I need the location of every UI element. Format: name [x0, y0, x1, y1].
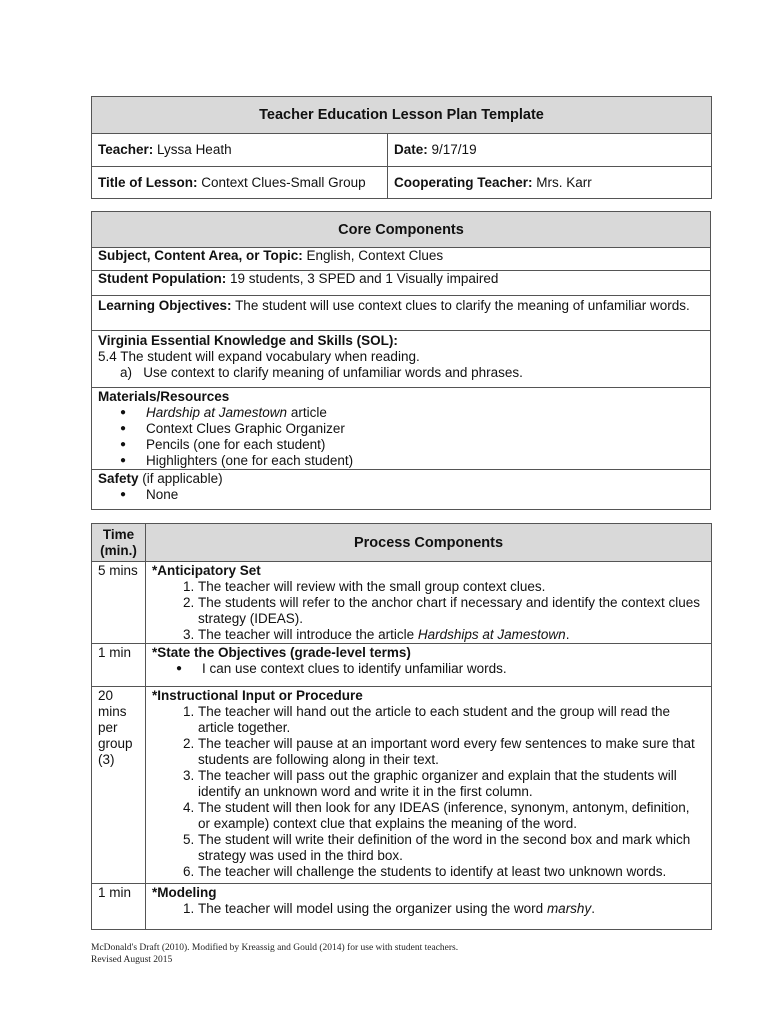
teacher-cell	[92, 134, 388, 167]
materials-item: ● Context Clues Graphic Organizer	[146, 421, 704, 437]
population-row	[92, 271, 711, 296]
date-value: 9/17/19	[431, 142, 477, 157]
sol-subitem: a) Use context to clarify meaning of unfamiliar words and phrases.	[120, 365, 523, 380]
step-item: 2. The teacher will pause at an important word every few sentences to make sure that students are following along in their text.	[198, 736, 705, 768]
step-item: 1. The teacher will review with the small group context clues.	[198, 579, 705, 595]
materials-row	[92, 388, 711, 470]
population-value: 19 students, 3 SPED and 1 Visually impaired	[230, 271, 499, 286]
process-components-header: Process Components	[146, 524, 712, 562]
cooperating-teacher-value: Mrs. Karr	[536, 174, 592, 190]
footer-revised: Revised August 2015	[91, 955, 173, 965]
sol-line: 5.4 The student will expand vocabulary when reading.	[98, 349, 420, 364]
section-title: *Instructional Input or Procedure	[152, 688, 363, 703]
step-item: 3. The teacher will pass out the graphic organizer and explain that the students will identify an unknown word and write it in the first column.	[198, 768, 705, 800]
materials-item: ● Hardship at Jamestown article	[146, 405, 704, 421]
process-components-table	[91, 523, 712, 930]
materials-item: ● Highlighters (one for each student)	[146, 453, 704, 469]
sol-label: Virginia Essential Knowledge and Skills (SOL):	[98, 333, 398, 348]
time-header: Time (min.)	[92, 524, 146, 562]
safety-note: (if applicable)	[138, 471, 223, 486]
section-title: *Modeling	[152, 885, 217, 900]
cooperating-teacher-label: Cooperating Teacher:	[394, 174, 533, 190]
subject-value: English, Context Clues	[306, 248, 444, 263]
core-components-header: Core Components	[92, 212, 711, 248]
lesson-title-label: Title of Lesson:	[98, 174, 198, 190]
time-cell: 1 min	[92, 884, 146, 930]
teacher-value: Lyssa Heath	[157, 142, 232, 157]
modeling-cell	[146, 884, 712, 930]
step-list	[152, 704, 705, 880]
header-table	[91, 96, 712, 199]
time-cell: 20 mins per group (3)	[92, 687, 146, 884]
teacher-label: Teacher:	[98, 142, 154, 157]
time-cell: 5 mins	[92, 562, 146, 644]
date-label: Date:	[394, 142, 428, 157]
objectives-label: Learning Objectives:	[98, 298, 232, 313]
safety-list	[98, 487, 704, 503]
footer-credit: McDonald's Draft (2010). Modified by Kreassig and Gould (2014) for use with student teachers.	[91, 943, 459, 953]
cooperating-teacher-cell	[388, 167, 712, 199]
lesson-title-value: Context Clues-Small Group	[201, 174, 366, 190]
section-title: *State the Objectives (grade-level terms)	[152, 645, 411, 660]
objectives-value: The student will use context clues to clarify the meaning of unfamiliar words.	[235, 298, 690, 313]
date-cell	[388, 134, 712, 167]
lesson-plan-title: Teacher Education Lesson Plan Template	[92, 97, 712, 134]
subject-row	[92, 248, 711, 271]
subject-label: Subject, Content Area, or Topic:	[98, 248, 303, 263]
sol-row	[92, 331, 711, 388]
lesson-title-cell	[92, 167, 388, 199]
materials-list	[98, 405, 704, 469]
objectives-row	[92, 296, 711, 331]
safety-item: ● None	[146, 487, 704, 503]
time-cell: 1 min	[92, 644, 146, 687]
step-item: 4. The student will then look for any IDEAS (inference, synonym, antonym, definition, or example) context clue that explains the meaning of the word.	[198, 800, 705, 832]
safety-row	[92, 470, 711, 510]
step-item: 6. The teacher will challenge the students to identify at least two unknown words.	[198, 864, 705, 880]
step-item: ● I can use context clues to identify unfamiliar words.	[202, 661, 705, 677]
step-item: 2. The students will refer to the anchor chart if necessary and identify the context clues strategy (IDEAS).	[198, 595, 705, 627]
core-components-table	[91, 211, 711, 510]
anticipatory-set-cell	[146, 562, 712, 644]
step-item: 5. The student will write their definition of the word in the second box and mark which strategy was used in the third box.	[198, 832, 705, 864]
step-item: 1. The teacher will model using the organizer using the word marshy.	[198, 901, 705, 917]
step-item: 1. The teacher will hand out the article to each student and the group will read the article together.	[198, 704, 705, 736]
step-item: 3. The teacher will introduce the article Hardships at Jamestown.	[198, 627, 705, 643]
step-list	[152, 579, 705, 643]
objectives-cell	[146, 644, 712, 687]
materials-label: Materials/Resources	[98, 389, 230, 404]
step-list	[152, 901, 705, 917]
section-title: *Anticipatory Set	[152, 563, 261, 578]
materials-item: ● Pencils (one for each student)	[146, 437, 704, 453]
safety-label: Safety	[98, 471, 139, 486]
population-label: Student Population:	[98, 271, 227, 286]
instructional-input-cell	[146, 687, 712, 884]
step-list	[152, 661, 705, 677]
